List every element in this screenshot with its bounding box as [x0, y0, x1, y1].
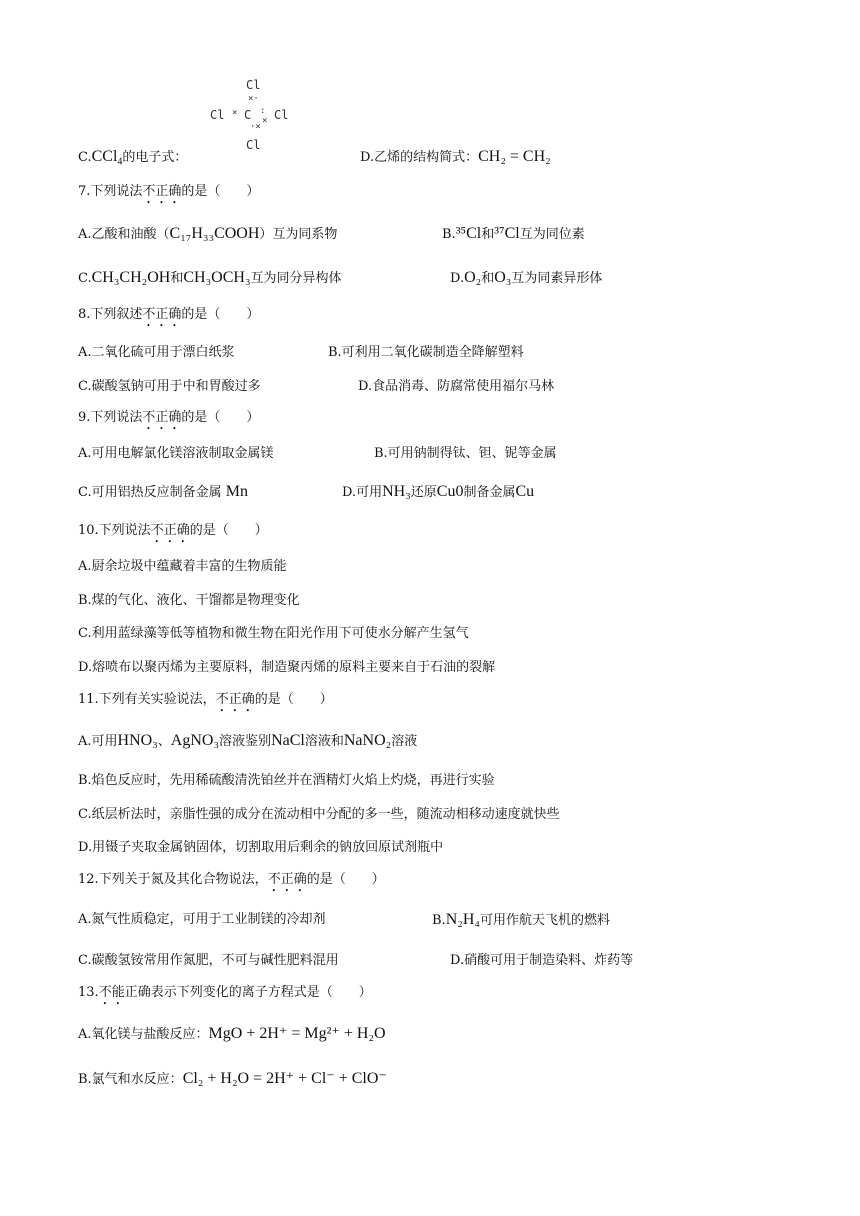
q13-option-b: B.氯气和水反应：Cl₂ + H₂O = 2H⁺ + Cl⁻ + ClO⁻	[78, 1070, 387, 1087]
lewis-cl-top: Cl	[246, 78, 261, 92]
q6-option-d: D.乙烯的结构简式：CH₂ = CH₂	[360, 148, 551, 165]
q11-option-d: D.用镊子夹取金属钠固体，切割取用后剩余的钠放回原试剂瓶中	[78, 840, 444, 855]
q7-stem: 7.下列说法不正确的是（ ）	[78, 184, 260, 199]
q12-stem: 12.下列关于氮及其化合物说法，不正确的是（ ）	[78, 872, 385, 887]
q9-option-c: C.可用铝热反应制备金属 Mn	[78, 483, 248, 500]
q10-option-d: D.熔喷布以聚丙烯为主要原料，制造聚丙烯的原料主要来自于石油的裂解	[78, 660, 496, 675]
q12-option-a: A.氮气性质稳定，可用于工业制镁的冷却剂	[78, 912, 326, 927]
lewis-cl-left: Cl	[210, 108, 225, 122]
q8-option-a: A.二氧化硫可用于漂白纸浆	[78, 345, 235, 360]
q8-stem: 8.下列叙述不正确的是（ ）	[78, 307, 260, 322]
q13-option-a: A.氧化镁与盐酸反应：MgO + 2H⁺ = Mg²⁺ + H₂O	[78, 1025, 386, 1042]
emphasis-dots: 不正确	[142, 184, 182, 199]
q7-option-d: D.O₂和O₃互为同素异形体	[450, 269, 603, 286]
q8-option-b: B.可利用二氧化碳制造全降解塑料	[328, 345, 524, 360]
q7-option-c: C.CH₃CH₂OH和CH₃OCH₃互为同分异构体	[78, 269, 342, 286]
q8-option-c: C.碳酸氢钠可用于中和胃酸过多	[78, 379, 261, 394]
q10-option-c: C.利用蓝绿藻等低等植物和微生物在阳光作用下可使水分解产生氢气	[78, 626, 469, 641]
q12-option-c: C.碳酸氢铵常用作氮肥，不可与碱性肥料混用	[78, 953, 339, 968]
lewis-c: C	[244, 108, 252, 122]
q6-option-c: C.CCl$_4$的电子式：	[78, 148, 188, 168]
lewis-cl-bottom: Cl	[246, 138, 261, 152]
q11-option-b: B.焰色反应时，先用稀硫酸清洗铂丝并在酒精灯火焰上灼烧，再进行实验	[78, 773, 495, 788]
q10-stem: 10.下列说法不正确的是（ ）	[78, 523, 268, 538]
q12-option-d: D.硝酸可用于制造染料、炸药等	[450, 953, 634, 968]
q9-option-a: A.可用电解氯化镁溶液制取金属镁	[78, 446, 274, 461]
q7-option-a: A.乙酸和油酸（C₁₇H₃₃COOH）互为同系物	[78, 225, 338, 242]
q7-option-b: B.³⁵Cl和³⁷Cl互为同位素	[442, 225, 585, 242]
q8-option-d: D.食品消毒、防腐常使用福尔马林	[358, 379, 555, 394]
q13-stem: 13.不能正确表示下列变化的离子方程式是（ ）	[78, 985, 372, 1000]
q11-stem: 11.下列有关实验说法，不正确的是（ ）	[78, 692, 333, 707]
q11-option-a: A.可用HNO₃、AgNO₃溶液鉴别NaCl溶液和NaNO₂溶液	[78, 732, 418, 749]
lewis-cl-right: Cl	[274, 108, 289, 122]
q9-option-b: B.可用钠制得钛、钽、铌等金属	[374, 446, 557, 461]
q11-option-c: C.纸层析法时，亲脂性强的成分在流动相中分配的多一些，随流动相移动速度就快些	[78, 807, 560, 822]
ccl4-lewis-structure: Cl ×· Cl × C : × Cl ·× Cl	[210, 78, 289, 152]
q10-option-a: A.厨余垃圾中蕴藏着丰富的生物质能	[78, 559, 287, 574]
q9-option-d: D.可用NH₃还原Cu0制备金属Cu	[342, 483, 535, 500]
q10-option-b: B.煤的气化、液化、干馏都是物理变化	[78, 593, 300, 608]
q9-stem: 9.下列说法不正确的是（ ）	[78, 410, 260, 425]
q12-option-b: B.N₂H₄可用作航天飞机的燃料	[432, 911, 610, 928]
